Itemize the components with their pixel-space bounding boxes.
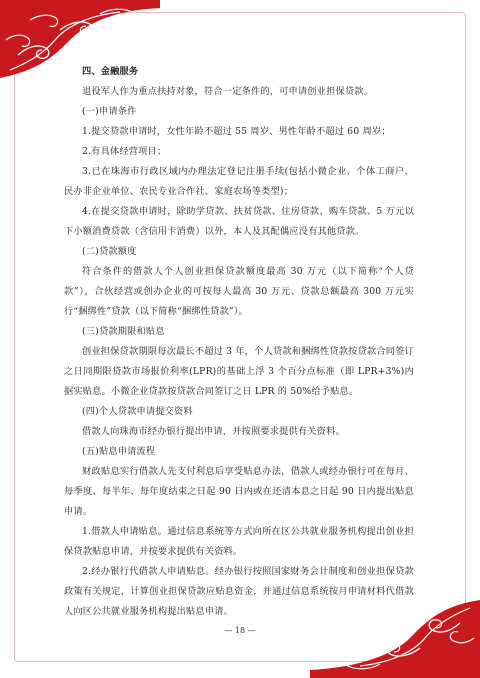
subsection-heading: (三)贷款期限和贴息	[82, 326, 165, 337]
paragraph: 3.已在珠海市行政区域内办理法定登记注册手续(包括小微企业、个体工商户、民办非企业单位、农民专业合作社、家庭农场等类型)；	[64, 166, 414, 197]
section-title: 四、金融服务	[82, 66, 139, 77]
paragraph: 1.借款人申请贴息。通过信息系统等方式向所在区公共就业服务机构提出创业担保贷款贴息申请，并按要求提供有关资料。	[64, 526, 414, 557]
subsection-heading: (二)贷款额度	[82, 246, 137, 257]
paragraph: 退役军人作为重点扶持对象，符合一定条件的，可申请创业担保贷款。	[82, 86, 374, 97]
subsection-heading: (五)贴息申请流程	[82, 446, 156, 457]
paragraph: 创业担保贷款期限每次最长不超过 3 年，个人贷款和捆绑性贷款按贷款合同签订之日同期限贷款市场报价利率(LPR)的基础上浮 3 个百分点标准（即 LPR+3%)内据实贴息。小微企业贷款按贷款合同签订之日 LPR 的 50%给予贴息。	[64, 346, 414, 397]
paragraph: 1.提交贷款申请时，女性年龄不超过 55 周岁、男性年龄不超过 60 周岁；	[82, 126, 391, 137]
paragraph: 财政贴息实行借款人先支付利息后享受贴息办法，借款人或经办银行可在每月、每季度、每半年、每年度结束之日起 90 日内或在还清本息之日起 90 日内提出贴息申请。	[64, 466, 414, 517]
subsection-heading: (一)申请条件	[82, 106, 137, 117]
document-body	[64, 62, 414, 622]
subsection-heading: (四)个人贷款申请提交资料	[82, 406, 193, 417]
paragraph: 借款人向珠海市经办银行提出申请，并按照要求提供有关资料。	[82, 426, 345, 437]
paragraph: 2.有具体经营项目；	[82, 146, 167, 157]
page-number: — 18 —	[224, 626, 256, 635]
paragraph: 4.在提交贷款申请时，除助学贷款、扶贫贷款、住房贷款、购车贷款、5 万元以下小额消费贷款（含信用卡消费）以外，本人及其配偶应没有其他贷款。	[64, 206, 414, 237]
paragraph: 2.经办银行代借款人申请贴息。经办银行按照国家财务会计制度和创业担保贷款政策有关规定，计算创业担保贷款应贴息资金，并通过信息系统按月申请材料代借款人向区公共就业服务机构提出贴息申请。	[64, 566, 414, 617]
paragraph: 符合条件的借款人个人创业担保贷款额度最高 30 万元（以下简称“个人贷款”），合伙经营或创办企业的可按每人最高 30 万元、贷款总额最高 300 万元实行“捆绑性”贷款（以下简称“捆绑性贷款”）。	[64, 266, 414, 317]
